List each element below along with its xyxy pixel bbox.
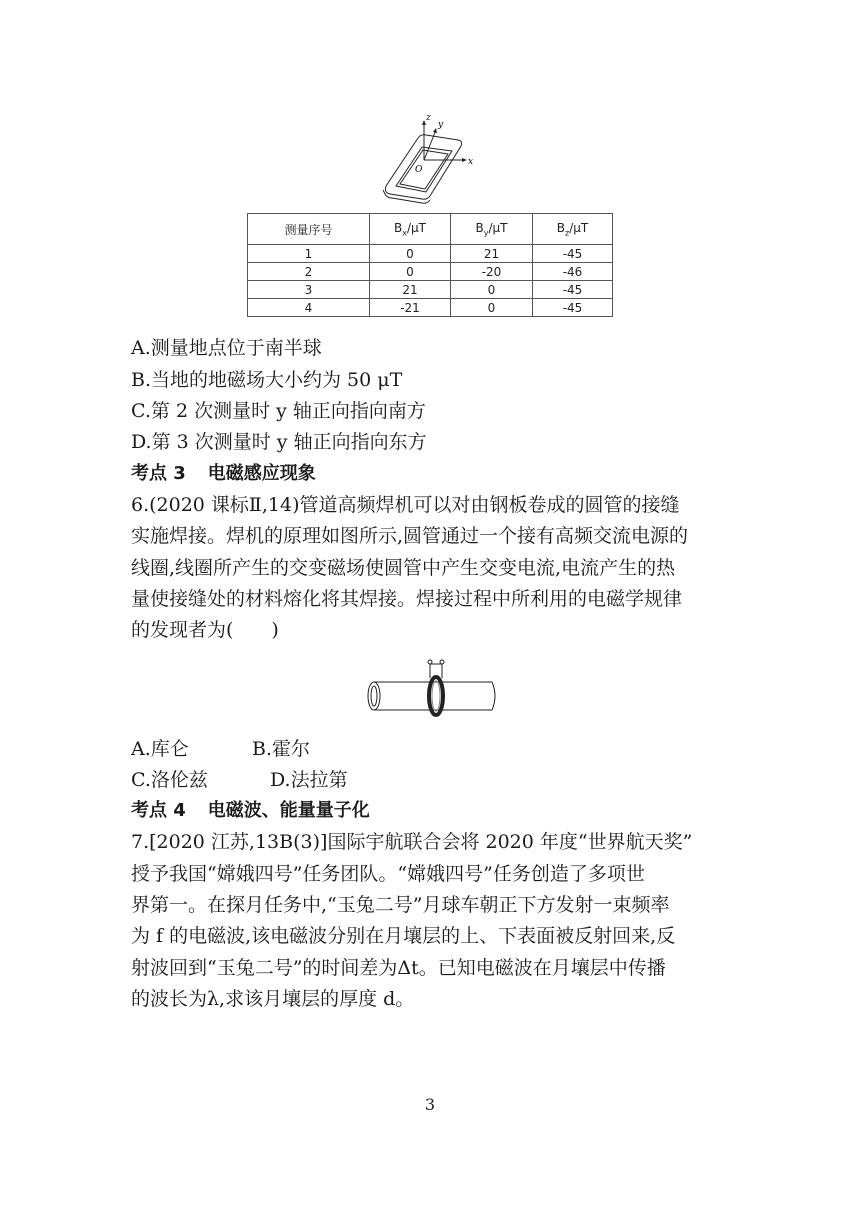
q6-line: 实施焊接。焊机的原理如图所示,圆管通过一个接有高频交流电源的 [131, 525, 689, 547]
section-label: 考点 4 [131, 800, 186, 821]
q6-line: 量使接缝处的材料熔化将其焊接。焊接过程中所利用的电磁学规律 [131, 588, 683, 610]
table-cell: 1 [248, 245, 370, 263]
axis-label-z: z [426, 113, 431, 123]
sub-x: x [402, 228, 407, 238]
q7-line: 射波回到“玉兔二号”的时间差为Δt。已知电磁波在月壤层中传播 [131, 957, 666, 979]
section-3-heading [131, 460, 316, 488]
q6-line: 线圈,线圈所产生的交变磁场使圆管中产生交变电流,电流产生的热 [131, 557, 676, 579]
table-cell: -21 [370, 299, 451, 317]
section-title: 电磁波、能量量子化 [207, 800, 370, 821]
q7-line: 授予我国“嫦娥四号”任务团队。“嫦娥四号”任务创造了多项世 [131, 863, 645, 885]
axis-label-origin: O [415, 165, 423, 175]
q7-line: 的波长为λ,求该月壤层的厚度 d。 [131, 988, 415, 1010]
q5-option-a: A.测量地点位于南半球 [131, 337, 322, 359]
section-4-heading [131, 797, 370, 825]
axis-label-y: y [438, 120, 444, 130]
q6-line: 6.(2020 课标Ⅱ,14)管道高频焊机可以对由钢板卷成的圆管的接缝 [131, 494, 680, 516]
header-by: $B_y/\mu T$ [451, 214, 533, 245]
table-cell: 21 [451, 245, 533, 263]
table-cell: 0 [451, 281, 533, 299]
q7-line: 界第一。在探月任务中,“玉兔二号”月球车朝正下方发射一束频率 [131, 894, 670, 916]
sub-z: z [565, 228, 570, 238]
table-cell: 2 [248, 263, 370, 281]
page-number: 3 [424, 1095, 436, 1114]
q6-line: 的发现者为( ) [131, 619, 279, 641]
section-title: 电磁感应现象 [207, 463, 316, 484]
table-header-row [248, 214, 613, 245]
table-row [248, 281, 613, 299]
q7-line: 为 f 的电磁波,该电磁波分别在月壤层的上、下表面被反射回来,反 [131, 925, 676, 947]
table-cell: -46 [533, 263, 613, 281]
q5-option-d: D.第 3 次测量时 y 轴正向指向东方 [131, 431, 427, 453]
q6-option-a: A.库仑 [131, 738, 189, 760]
table-cell: 3 [248, 281, 370, 299]
axis-label-x: x [468, 157, 474, 167]
table-row [248, 245, 613, 263]
pipe-coil-figure [364, 654, 498, 718]
table-cell: 0 [370, 263, 451, 281]
q6-option-c: C.洛伦兹 [131, 769, 208, 791]
q5-option-c: C.第 2 次测量时 y 轴正向指向南方 [131, 400, 426, 422]
header-bx: $B_x/\mu T$ [370, 214, 451, 245]
table-cell: 21 [370, 281, 451, 299]
header-index: 测量序号 [248, 214, 370, 245]
table-row [248, 263, 613, 281]
q6-option-d: D.法拉第 [270, 769, 348, 791]
table-cell: 4 [248, 299, 370, 317]
phone-axes-figure [378, 108, 482, 204]
q6-options-row-2 [131, 766, 348, 794]
table-cell: -45 [533, 281, 613, 299]
table-cell: -20 [451, 263, 533, 281]
section-label: 考点 3 [131, 463, 186, 484]
header-bz: $B_z/\mu T$ [533, 214, 613, 245]
q5-option-b: B.当地的地磁场大小约为 50 μT [131, 369, 403, 391]
table-cell: 0 [370, 245, 451, 263]
q6-options-row-1 [131, 735, 311, 763]
q6-option-b: B.霍尔 [252, 738, 311, 760]
table-cell: -45 [533, 245, 613, 263]
table-cell: 0 [451, 299, 533, 317]
table-cell: -45 [533, 299, 613, 317]
table-row [248, 299, 613, 317]
measurement-table [247, 213, 613, 317]
sub-y: y [483, 228, 489, 238]
q7-line: 7.[2020 江苏,13B(3)]国际宇航联合会将 2020 年度“世界航天奖” [131, 831, 693, 853]
